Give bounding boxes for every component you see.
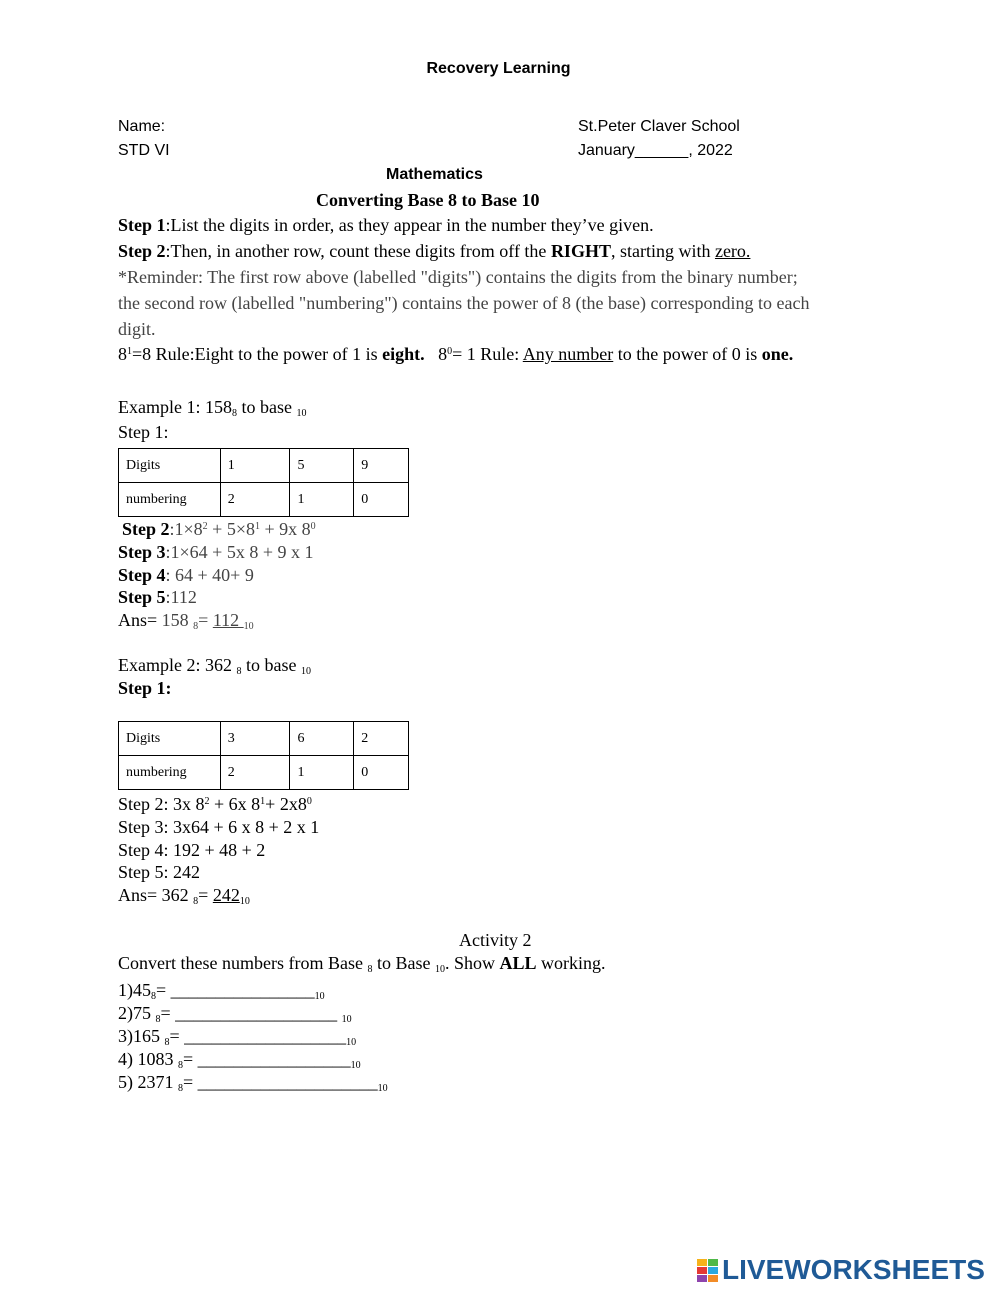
exponent: 2 — [204, 796, 210, 807]
rule-exponent: 1 — [127, 346, 132, 357]
table-cell: 3 — [220, 722, 290, 756]
example1-step1: Step 1: — [118, 422, 169, 442]
rule-text: to the power of 0 is — [613, 344, 762, 364]
table-row — [119, 449, 409, 483]
exponent: 1 — [260, 796, 266, 807]
example-text: Example 2: 362 — [118, 655, 237, 675]
emphasis-text: ALL — [499, 953, 537, 973]
answer-label: Ans= — [118, 610, 162, 630]
logo-text: LIVEWORKSHEETS — [722, 1254, 985, 1285]
instruction-text: . Show — [444, 953, 500, 973]
activity-instructions — [118, 953, 605, 975]
step-label: Step 4 — [118, 565, 166, 585]
base-subscript: 8 — [236, 666, 242, 677]
step-label: Step 2 — [122, 519, 170, 539]
answer-blank[interactable]: = ____________________ — [183, 1072, 378, 1092]
answer-value: 112 — [212, 610, 244, 630]
question-number: 3)165 — [118, 1026, 165, 1046]
base-subscript: 8 — [231, 408, 237, 419]
step-text: + 2x8 — [265, 794, 307, 814]
example2-step2 — [118, 794, 312, 815]
question-item[interactable] — [118, 980, 325, 1002]
table-cell: Digits — [119, 722, 221, 756]
step-label: Step 2 — [118, 241, 166, 261]
table-cell: 2 — [220, 483, 290, 517]
logo-block — [697, 1267, 707, 1274]
rule-exponent: 0 — [447, 346, 453, 357]
step-label: Step 1 — [118, 215, 166, 235]
step-text: Step 2: 3x 8 — [118, 794, 205, 814]
base-subscript: 10 — [243, 621, 254, 632]
rule-text: =8 Rule:Eight to the power of 1 is — [132, 344, 383, 364]
base-subscript: 10 — [239, 896, 250, 907]
base-subscript: 10 — [296, 408, 307, 419]
answer-text: 158 — [161, 610, 194, 630]
instruction-text: working. — [536, 953, 606, 973]
base-subscript: 10 — [341, 1014, 352, 1025]
underlined-text: Any number — [522, 344, 614, 364]
step-text: + 9x 8 — [259, 519, 311, 539]
emphasis-text: RIGHT — [550, 241, 611, 261]
table-cell: 9 — [354, 449, 409, 483]
base-subscript: 8 — [367, 964, 373, 975]
table-cell: numbering — [119, 756, 221, 790]
base-subscript: 8 — [155, 1014, 161, 1025]
step-text: :1×64 + 5x 8 + 9 x 1 — [165, 542, 314, 562]
question-number: 4) 1083 — [118, 1049, 178, 1069]
example1-step4 — [118, 565, 254, 586]
step-label: Step 3 — [118, 542, 166, 562]
instruction-step2 — [118, 241, 750, 262]
table-row — [119, 756, 409, 790]
step-text: :List the digits in order, as they appear in the number they’ve given. — [165, 215, 654, 235]
answer-text: Ans= 362 — [118, 885, 194, 905]
logo-block — [697, 1275, 707, 1282]
exponent: 0 — [310, 521, 316, 532]
example-text: Example 1: 158 — [118, 397, 232, 417]
example2-step4: Step 4: 192 + 48 + 2 — [118, 840, 266, 860]
table-row — [119, 483, 409, 517]
logo-block — [708, 1267, 718, 1274]
table-cell: 1 — [220, 449, 290, 483]
exponent: 2 — [202, 521, 208, 532]
example-text: to base — [241, 655, 301, 675]
example1-step2 — [122, 519, 316, 540]
base-subscript: 10 — [434, 964, 445, 975]
table-cell: 1 — [290, 756, 354, 790]
base-subscript: 8 — [151, 991, 156, 1002]
base-subscript: 10 — [314, 991, 325, 1002]
step-text: + 5×8 — [207, 519, 255, 539]
liveworksheets-logo — [697, 1256, 985, 1284]
document-title: Recovery Learning — [426, 60, 571, 77]
logo-block — [708, 1259, 718, 1266]
step-text: :Then, in another row, count these digits from off the — [165, 241, 551, 261]
example2-step3: Step 3: 3x64 + 6 x 8 + 2 x 1 — [118, 817, 320, 837]
base-subscript: 8 — [193, 621, 199, 632]
table-cell: 5 — [290, 449, 354, 483]
logo-block — [697, 1259, 707, 1266]
question-number: 1)45 — [118, 980, 151, 1000]
rule-result: one. — [761, 344, 794, 364]
table-cell: 0 — [354, 756, 409, 790]
reminder-line-1: *Reminder: The first row above (labelled "digits") contains the digits from the binary number; — [118, 267, 798, 287]
example2-title — [118, 655, 311, 677]
table-row — [119, 722, 409, 756]
reminder-line-2: the second row (labelled "numbering") contains the power of 8 (the base) corresponding to each — [118, 293, 810, 313]
step-text: , starting with — [610, 241, 715, 261]
step-text: + 6x 8 — [209, 794, 261, 814]
rule-result: eight. — [382, 344, 425, 364]
name-label: Name: — [118, 118, 166, 135]
table-cell: 6 — [290, 722, 354, 756]
instruction-step1 — [118, 215, 654, 236]
step-text: : 64 + 40+ 9 — [165, 565, 254, 585]
question-item[interactable] — [118, 1049, 361, 1071]
example2-step5: Step 5: 242 — [118, 862, 201, 882]
base-subscript: 10 — [300, 666, 311, 677]
base-subscript: 10 — [346, 1037, 357, 1048]
power-rules — [118, 344, 793, 365]
question-number: 2)75 — [118, 1003, 156, 1023]
example2-answer — [118, 885, 250, 907]
question-item[interactable] — [118, 1026, 356, 1048]
instruction-text: Convert these numbers from Base — [118, 953, 368, 973]
example1-title — [118, 397, 306, 419]
example-text: to base — [236, 397, 297, 417]
answer-blank[interactable]: = __________________ — [160, 1003, 342, 1023]
question-item[interactable] — [118, 1003, 352, 1025]
rule-base: 8 — [438, 344, 448, 364]
class-label: STD VI — [118, 142, 170, 159]
rule-base: 8 — [118, 344, 127, 364]
reminder-line-3: digit. — [118, 319, 156, 339]
instruction-text: to Base — [372, 953, 435, 973]
subject-heading: Mathematics — [386, 166, 483, 183]
exponent: 1 — [254, 521, 260, 532]
step-label: Step 5 — [118, 587, 166, 607]
date-field: January______, 2022 — [578, 142, 733, 159]
activity-title: Activity 2 — [459, 930, 532, 950]
answer-value: 242 — [212, 885, 240, 905]
step-text: :112 — [165, 587, 197, 607]
base-subscript: 8 — [164, 1037, 170, 1048]
rule-text: = 1 Rule: — [452, 344, 523, 364]
example1-step3 — [118, 542, 313, 563]
example1-digits-table — [118, 448, 409, 517]
table-cell: Digits — [119, 449, 221, 483]
logo-icon — [697, 1259, 718, 1282]
table-cell: 0 — [354, 483, 409, 517]
answer-blank[interactable]: = __________________ — [169, 1026, 347, 1046]
base-subscript: 8 — [178, 1060, 183, 1071]
base-subscript: 10 — [350, 1060, 361, 1071]
example2-step1: Step 1: — [118, 678, 172, 698]
answer-blank[interactable]: = _________________ — [183, 1049, 351, 1069]
topic-heading: Converting Base 8 to Base 10 — [316, 190, 540, 210]
example1-step5 — [118, 587, 197, 608]
table-cell: 1 — [290, 483, 354, 517]
answer-blank[interactable]: = ________________ — [156, 980, 315, 1000]
example2-digits-table — [118, 721, 409, 790]
answer-text: = — [198, 885, 213, 905]
base-subscript: 8 — [193, 896, 199, 907]
logo-block — [708, 1275, 718, 1282]
answer-text: = — [198, 610, 213, 630]
question-number: 5) 2371 — [118, 1072, 178, 1092]
question-item[interactable] — [118, 1072, 388, 1094]
example1-answer — [118, 610, 254, 632]
table-cell: numbering — [119, 483, 221, 517]
step-text: :1×8 — [169, 519, 203, 539]
base-subscript: 10 — [377, 1083, 388, 1094]
base-subscript: 8 — [178, 1083, 183, 1094]
table-cell: 2 — [354, 722, 409, 756]
exponent: 0 — [306, 796, 312, 807]
table-cell: 2 — [220, 756, 290, 790]
underlined-text: zero. — [714, 241, 751, 261]
school-name: St.Peter Claver School — [578, 118, 740, 135]
